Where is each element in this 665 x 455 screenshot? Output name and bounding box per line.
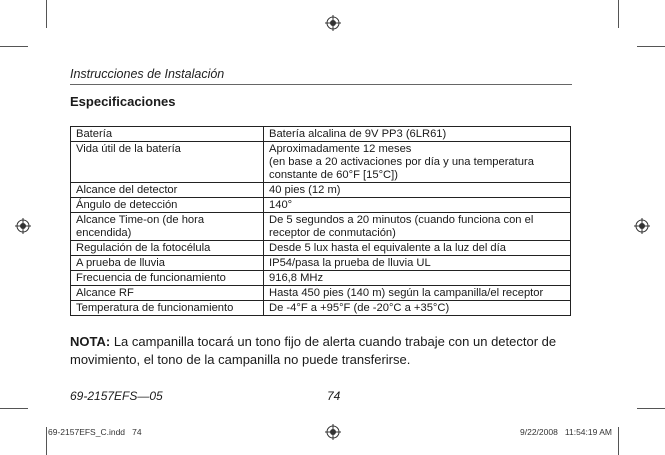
crop-mark: [0, 46, 28, 47]
specifications-table: [70, 126, 571, 316]
note-label: NOTA:: [70, 334, 111, 349]
table-row: [71, 127, 571, 142]
table-row: [71, 142, 571, 183]
crop-mark: [618, 0, 619, 28]
table-row: [71, 241, 571, 256]
registration-mark-icon: [325, 424, 341, 440]
table-row: [71, 213, 571, 241]
running-header: Instrucciones de Instalación: [70, 67, 225, 81]
spec-value: 40 pies (12 m): [264, 183, 571, 198]
header-rule: [70, 84, 572, 85]
spec-value: Aproximadamente 12 meses (en base a 20 activaciones por día y una temperatura constante de 60°F [15°C]): [264, 142, 571, 183]
spec-key: Alcance RF: [71, 286, 264, 301]
spec-key: A prueba de lluvia: [71, 256, 264, 271]
crop-mark: [618, 427, 619, 455]
spec-key: Alcance Time-on (de hora encendida): [71, 213, 264, 241]
spec-value: Batería alcalina de 9V PP3 (6LR61): [264, 127, 571, 142]
spec-value: Hasta 450 pies (140 m) según la campanilla/el receptor: [264, 286, 571, 301]
spec-value: De 5 segundos a 20 minutos (cuando funciona con el receptor de conmutación): [264, 213, 571, 241]
spec-key: Vida útil de la batería: [71, 142, 264, 183]
crop-mark: [0, 408, 28, 409]
document-number: 69-2157EFS—05: [70, 389, 163, 403]
table-row: [71, 183, 571, 198]
crop-mark: [46, 427, 47, 455]
spec-key: Ángulo de detección: [71, 198, 264, 213]
registration-mark-icon: [634, 218, 650, 234]
spec-value: Desde 5 lux hasta el equivalente a la luz del día: [264, 241, 571, 256]
spec-value: De -4°F a +95°F (de -20°C a +35°C): [264, 301, 571, 316]
crop-mark: [46, 0, 47, 28]
spec-key: Frecuencia de funcionamiento: [71, 271, 264, 286]
crop-mark: [637, 46, 665, 47]
registration-mark-icon: [15, 218, 31, 234]
table-row: [71, 271, 571, 286]
spec-key: Batería: [71, 127, 264, 142]
table-row: [71, 301, 571, 316]
spec-key: Alcance del detector: [71, 183, 264, 198]
slug-file-info: 69-2157EFS_C.indd 74: [48, 427, 142, 437]
spec-key: Regulación de la fotocélula: [71, 241, 264, 256]
registration-mark-icon: [325, 15, 341, 31]
section-title: Especificaciones: [70, 94, 176, 109]
crop-mark: [637, 408, 665, 409]
note-text: La campanilla tocará un tono fijo de alerta cuando trabaje con un detector de movimiento, el tono de la campanilla no puede transferirse.: [70, 334, 557, 367]
table-row: [71, 198, 571, 213]
spec-value: 916,8 MHz: [264, 271, 571, 286]
page-number: 74: [327, 389, 341, 403]
note-paragraph: [70, 333, 590, 369]
spec-value: IP54/pasa la prueba de lluvia UL: [264, 256, 571, 271]
table-row: [71, 286, 571, 301]
spec-key: Temperatura de funcionamiento: [71, 301, 264, 316]
slug-timestamp: 9/22/2008 11:54:19 AM: [520, 427, 612, 437]
spec-value: 140°: [264, 198, 571, 213]
table-row: [71, 256, 571, 271]
